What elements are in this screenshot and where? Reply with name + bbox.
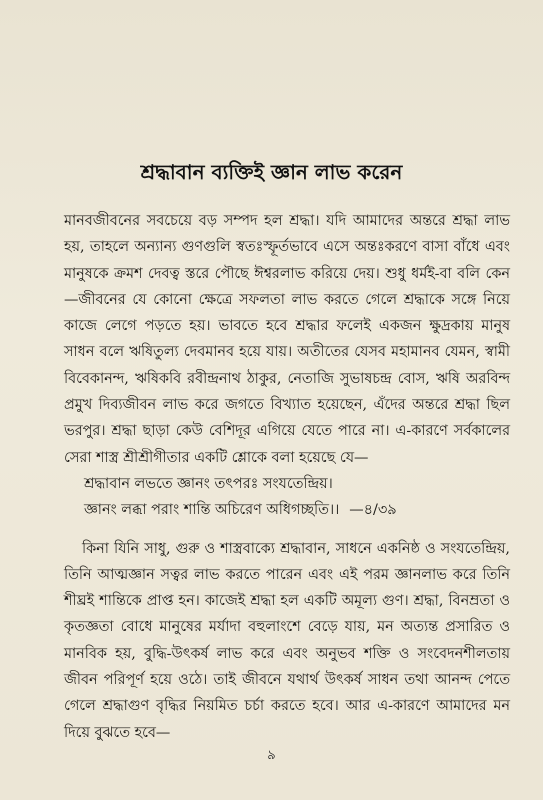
page-number: ৯ — [267, 748, 276, 763]
verse-reference: —৪/৩৯ — [349, 502, 397, 519]
verse-line-2: জ্ঞানং লব্ধা পরাং শান্তি অচিরেণ অধিগচ্ছতি।। — [84, 502, 340, 519]
gita-verse — [64, 471, 510, 524]
body-text — [64, 208, 510, 746]
verse-line-1: শ্রদ্ধাবান লভতে জ্ঞানং তৎপরঃ সংযতেন্দ্রিয়। — [84, 475, 333, 492]
chapter-title: শ্রদ্ধাবান ব্যক্তিই জ্ঞান লাভ করেন — [140, 160, 403, 184]
paragraph-2: কিনা যিনি সাধু, গুরু ও শাস্ত্রবাক্যে শ্রদ্ধাবান, সাধনে একনিষ্ঠ ও সংযতেন্দ্রিয়, তিনি আত্মজ্ঞান সত্বর লাভ করতে পারেন এবং এই পরম জ্ঞানলাভ করে তিনি শীঘ্রই শান্তিকে প্রাপ্ত হন। কাজেই শ্রদ্ধা হল একটি অমূল্য গুণ। শ্রদ্ধা, বিনম্রতা ও কৃতজ্ঞতা বোধে মানুষের মর্যাদা বহুলাংশে বেড়ে যায়, মন অত্যন্ত প্রসারিত ও মানবিক হয়, বুদ্ধি-উৎকর্ষ লাভ করে এবং অনুভব শক্তি ও সংবেদনশীলতায় জীবন পরিপূর্ণ হয়ে ওঠে। তাই জীবনে যথার্থ উৎকর্ষ সাধন তথা আনন্দ পেতে গেলে শ্রদ্ধাগুণ বৃদ্ধির নিয়মিত চর্চা করতে হবে। আর এ-কারণে আমাদের মন দিয়ে বুঝতে হবে— — [64, 540, 510, 741]
verse-line-2-row — [84, 497, 510, 523]
paragraph-1: মানবজীবনের সবচেয়ে বড় সম্পদ হল শ্রদ্ধা। যদি আমাদের অন্তরে শ্রদ্ধা লাভ হয়, তাহলে অন্যান্য গুণগুলি স্বতঃস্ফূর্তভাবে এসে অন্তঃকরণে বাসা বাঁধে এবং মানুষকে ক্রমশ দেবত্ব স্তরে পৌছে ঈশ্বরলাভ করিয়ে দেয়। শুধু ধর্মই-বা বলি কেন—জীবনের যে কোনো ক্ষেত্রে সফলতা লাভ করতে গেলে শ্রদ্ধাকে সঙ্গে নিয়ে কাজে লেগে পড়তে হয়। ভাবতে হবে শ্রদ্ধার ফলেই একজন ক্ষুদ্রকায় মানুষ সাধন বলে ঋষিতুল্য দেবমানব হয়ে যায়। অতীতের যেসব মহামানব যেমন, স্বামী বিবেকানন্দ, ঋষিকবি রবীন্দ্রনাথ ঠাকুর, নেতাজি সুভাষচন্দ্র বোস, ঋষি অরবিন্দ প্রমুখ দিব্যজীবন লাভ করে জগতে বিখ্যাত হয়েছেন, এঁদের অন্তরে শ্রদ্ধা ছিল ভরপুর। শ্রদ্ধা ছাড়া কেউ বেশিদূর এগিয়ে যেতে পারে না। এ-কারণে সর্বকালের সেরা শাস্ত্র শ্রীশ্রীগীতার একটি শ্লোকে বলা হয়েছে যে— — [64, 213, 510, 466]
